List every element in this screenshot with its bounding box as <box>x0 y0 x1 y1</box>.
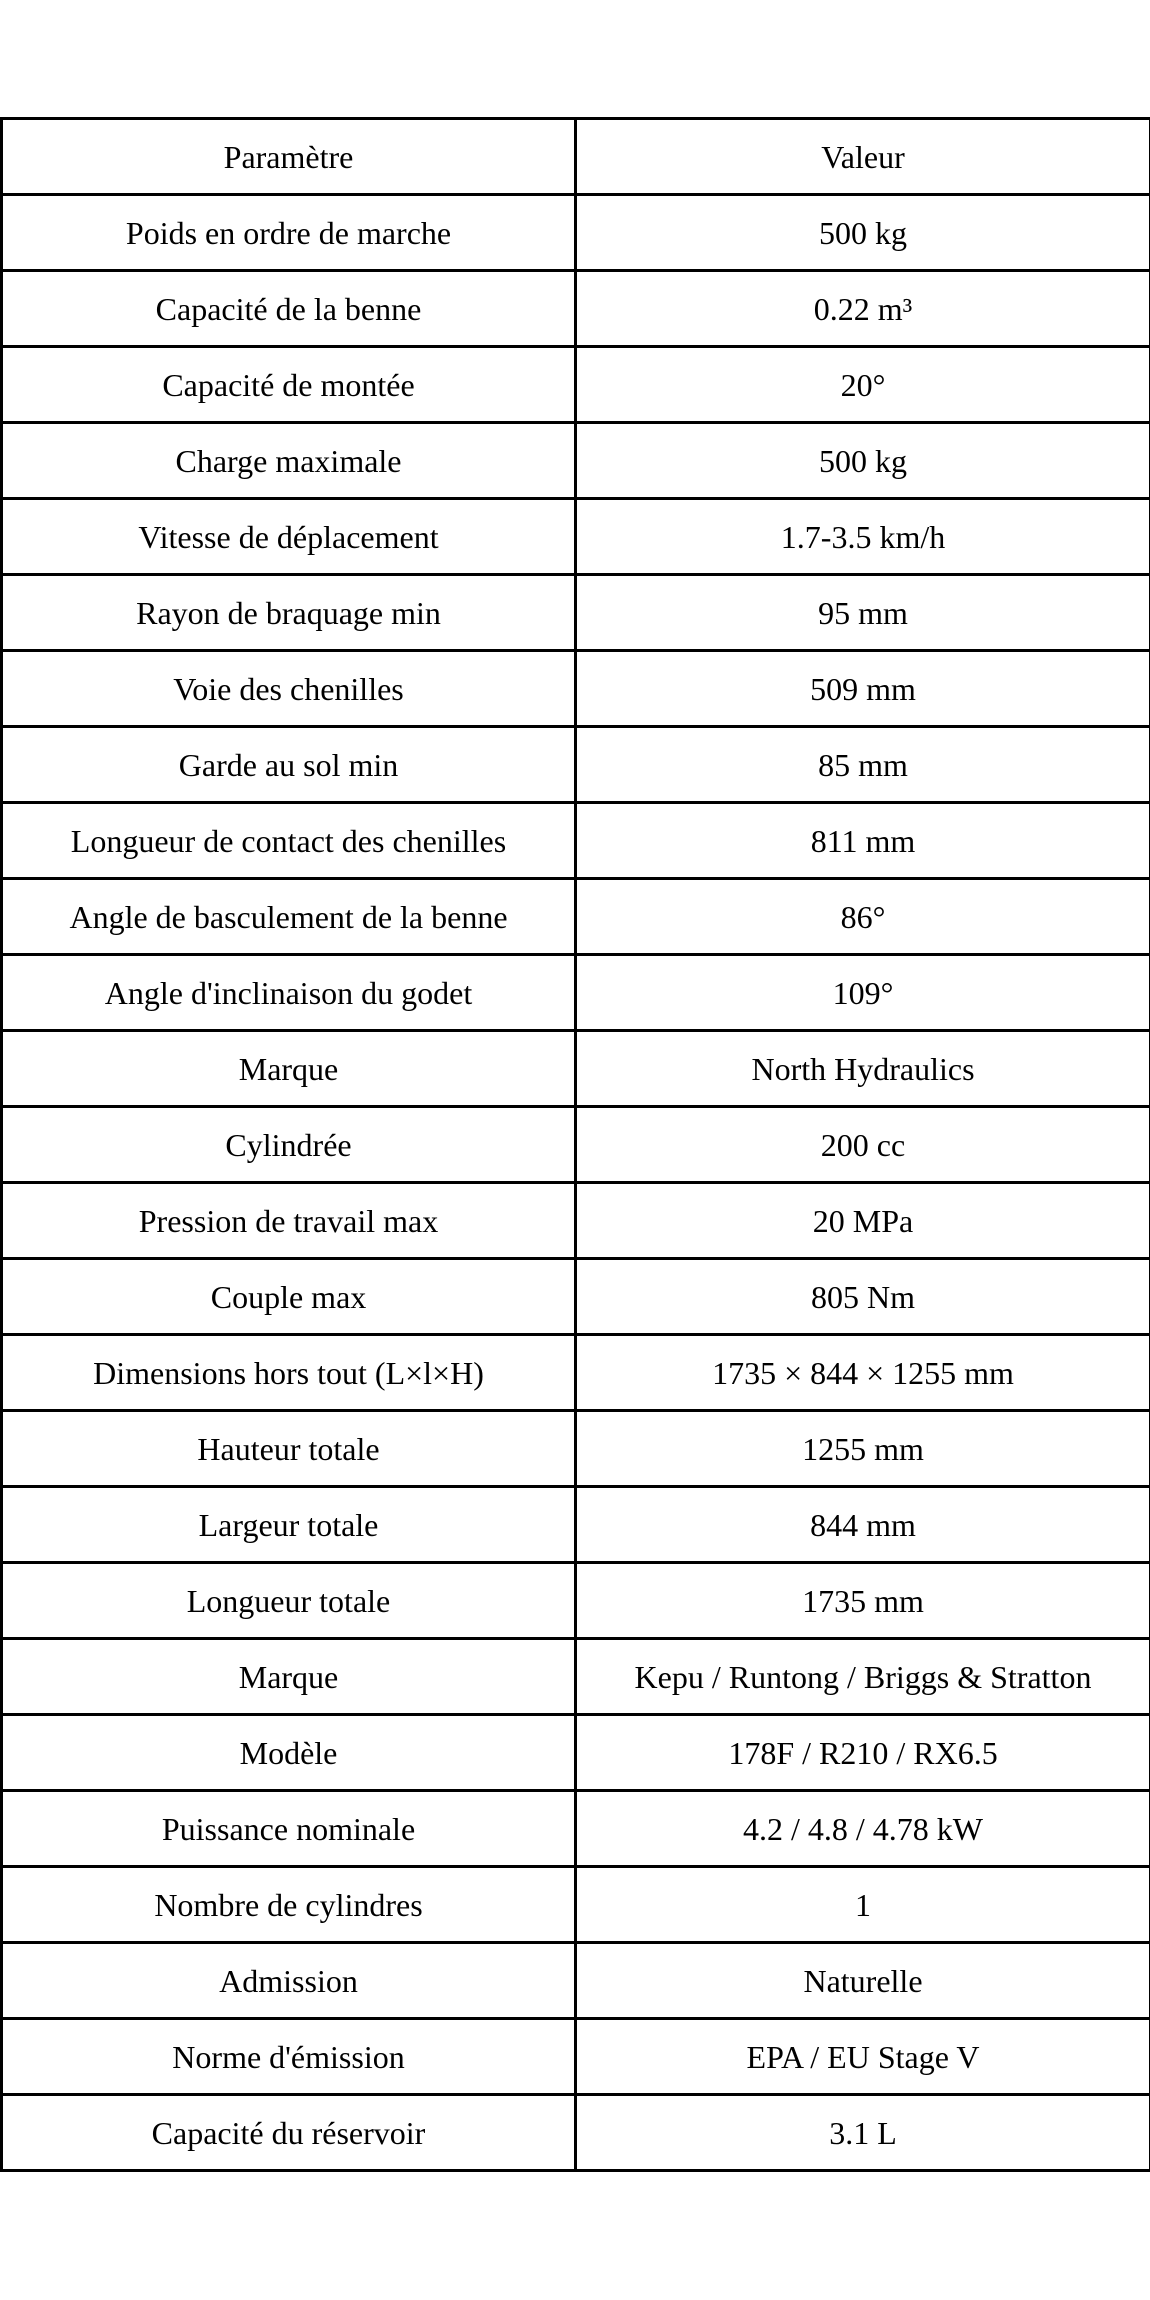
value-cell: 811 mm <box>576 803 1150 879</box>
parameter-cell: Voie des chenilles <box>2 651 576 727</box>
value-cell: 4.2 / 4.8 / 4.78 kW <box>576 1791 1150 1867</box>
parameter-cell: Nombre de cylindres <box>2 1867 576 1943</box>
table-row <box>2 1715 1150 1791</box>
parameter-cell: Hauteur totale <box>2 1411 576 1487</box>
table-row <box>2 271 1150 347</box>
parameter-cell: Modèle <box>2 1715 576 1791</box>
table-row <box>2 1639 1150 1715</box>
table-row <box>2 2019 1150 2095</box>
table-row <box>2 955 1150 1031</box>
spec-table-body <box>2 195 1150 2171</box>
table-row <box>2 651 1150 727</box>
header-value: Valeur <box>576 119 1150 195</box>
table-row <box>2 499 1150 575</box>
value-cell: 500 kg <box>576 423 1150 499</box>
table-row <box>2 1183 1150 1259</box>
parameter-cell: Charge maximale <box>2 423 576 499</box>
table-row <box>2 803 1150 879</box>
value-cell: 85 mm <box>576 727 1150 803</box>
value-cell: 3.1 L <box>576 2095 1150 2171</box>
value-cell: 200 cc <box>576 1107 1150 1183</box>
parameter-cell: Admission <box>2 1943 576 2019</box>
parameter-cell: Largeur totale <box>2 1487 576 1563</box>
value-cell: 178F / R210 / RX6.5 <box>576 1715 1150 1791</box>
table-row <box>2 1943 1150 2019</box>
parameter-cell: Cylindrée <box>2 1107 576 1183</box>
parameter-cell: Angle d'inclinaison du godet <box>2 955 576 1031</box>
table-row <box>2 2095 1150 2171</box>
header-row <box>2 119 1150 195</box>
parameter-cell: Puissance nominale <box>2 1791 576 1867</box>
value-cell: 500 kg <box>576 195 1150 271</box>
table-row <box>2 1335 1150 1411</box>
parameter-cell: Norme d'émission <box>2 2019 576 2095</box>
table-row <box>2 879 1150 955</box>
value-cell: 20° <box>576 347 1150 423</box>
value-cell: 1735 mm <box>576 1563 1150 1639</box>
parameter-cell: Vitesse de déplacement <box>2 499 576 575</box>
parameter-cell: Pression de travail max <box>2 1183 576 1259</box>
table-row <box>2 1563 1150 1639</box>
value-cell: 844 mm <box>576 1487 1150 1563</box>
value-cell: 86° <box>576 879 1150 955</box>
value-cell: 20 MPa <box>576 1183 1150 1259</box>
parameter-cell: Dimensions hors tout (L×l×H) <box>2 1335 576 1411</box>
parameter-cell: Angle de basculement de la benne <box>2 879 576 955</box>
header-parameter: Paramètre <box>2 119 576 195</box>
table-row <box>2 347 1150 423</box>
parameter-cell: Marque <box>2 1031 576 1107</box>
table-row <box>2 575 1150 651</box>
table-row <box>2 1259 1150 1335</box>
value-cell: 0.22 m³ <box>576 271 1150 347</box>
parameter-cell: Rayon de braquage min <box>2 575 576 651</box>
value-cell: Naturelle <box>576 1943 1150 2019</box>
parameter-cell: Garde au sol min <box>2 727 576 803</box>
table-row <box>2 1867 1150 1943</box>
value-cell: 109° <box>576 955 1150 1031</box>
value-cell: 1 <box>576 1867 1150 1943</box>
table-row <box>2 1031 1150 1107</box>
table-row <box>2 195 1150 271</box>
spec-table <box>0 117 1150 2172</box>
value-cell: EPA / EU Stage V <box>576 2019 1150 2095</box>
parameter-cell: Marque <box>2 1639 576 1715</box>
table-row <box>2 727 1150 803</box>
parameter-cell: Capacité de montée <box>2 347 576 423</box>
parameter-cell: Longueur de contact des chenilles <box>2 803 576 879</box>
value-cell: 1255 mm <box>576 1411 1150 1487</box>
table-row <box>2 423 1150 499</box>
value-cell: 509 mm <box>576 651 1150 727</box>
value-cell: 805 Nm <box>576 1259 1150 1335</box>
table-row <box>2 1107 1150 1183</box>
table-row <box>2 1487 1150 1563</box>
parameter-cell: Capacité de la benne <box>2 271 576 347</box>
parameter-cell: Couple max <box>2 1259 576 1335</box>
parameter-cell: Poids en ordre de marche <box>2 195 576 271</box>
parameter-cell: Longueur totale <box>2 1563 576 1639</box>
value-cell: 1.7-3.5 km/h <box>576 499 1150 575</box>
value-cell: North Hydraulics <box>576 1031 1150 1107</box>
value-cell: 95 mm <box>576 575 1150 651</box>
value-cell: Kepu / Runtong / Briggs & Stratton <box>576 1639 1150 1715</box>
table-row <box>2 1791 1150 1867</box>
value-cell: 1735 × 844 × 1255 mm <box>576 1335 1150 1411</box>
table-row <box>2 1411 1150 1487</box>
parameter-cell: Capacité du réservoir <box>2 2095 576 2171</box>
